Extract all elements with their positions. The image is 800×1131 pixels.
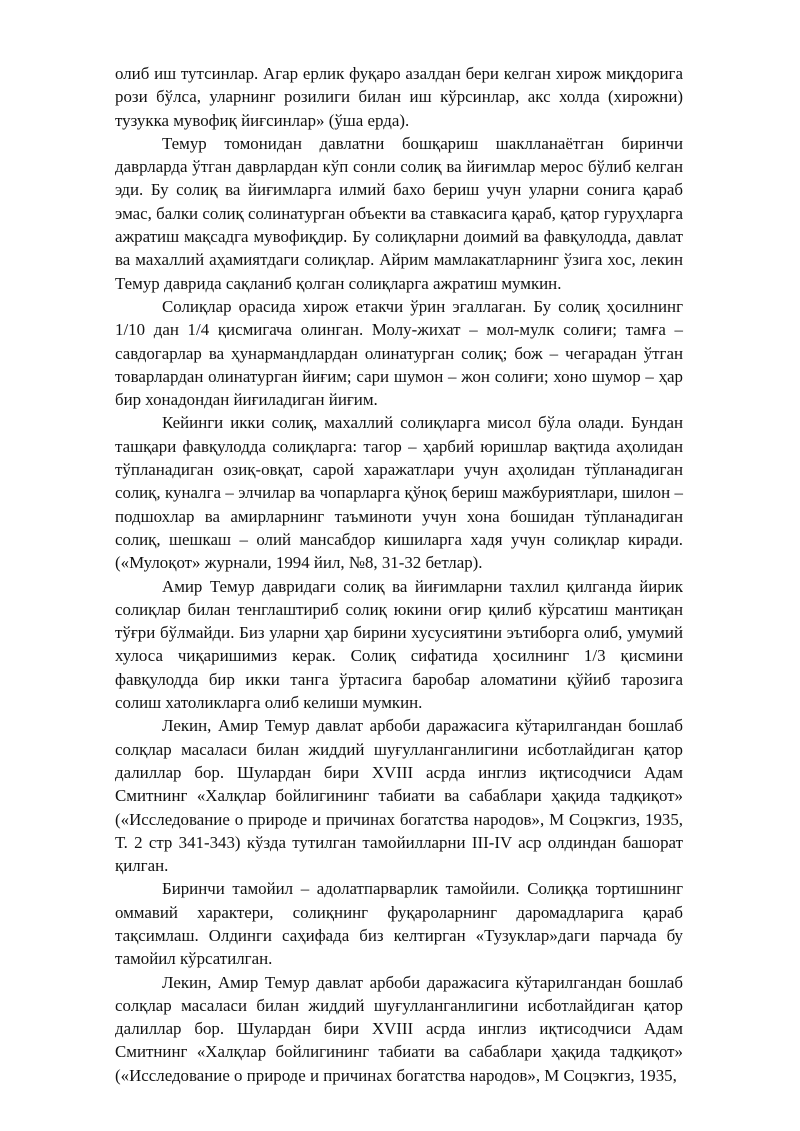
paragraph-4: Кейинги икки солиқ, махаллий солиқларга мисол бўла олади. Бундан ташқари фавқулодда солиқларга: тагор – ҳарбий юришлар вақтида аҳолидан тўпланадиган озиқ-овқат, сарой харажатлари учун аҳолидан тўпланадиган солиқ, куналга – элчилар ва чопарларга қўноқ бериш мажбуриятлари, шилон – подшохлар ва амирларнинг таъминоти учун хона бошидан тўпланадиган солиқ, шешкаш – олий мансабдор кишиларга хадя учун солиқлар киради. («Мулоқот» журнали, 1994 йил, №8, 31-32 бетлар).	[115, 413, 683, 573]
paragraph-8: Лекин, Амир Темур давлат арбоби даражасига кўтарилгандан бошлаб солқлар масаласи билан жиддий шуғулланганлигини исботлайдиган қатор далиллар бор. Шулардан бири XVIII асрда инглиз иқтисодчиси Адам Смитнинг «Халқлар бойлигининг табиати ва сабаблари ҳақида тадқиқот» («Исследование о природе и причинах богатства народов», М Соцэкгиз, 1935,	[115, 972, 683, 1085]
paragraph-7: Биринчи тамойил – адолатпарварлик тамойили. Солиққа тортишнинг оммавий характери, солиқнинг фуқароларнинг даромадларига қараб тақсимлаш. Олдинги саҳифада биз келтирган «Тузуклар»даги парчада бу тамойил кўрсатилган.	[115, 879, 683, 969]
document-page	[115, 62, 683, 1087]
paragraph-1: олиб иш тутсинлар. Агар ерлик фуқаро азалдан бери келган хирож миқдорига рози бўлса, уларнинг розилиги билан иш кўрсинлар, акс холда (хирожни) тузукка мувофиқ йиғсинлар» (ўша ерда).	[115, 64, 683, 130]
paragraph-6: Лекин, Амир Темур давлат арбоби даражасига кўтарилгандан бошлаб солқлар масаласи билан жиддий шуғулланганлигини исботлайдиган қатор далиллар бор. Шулардан бири XVIII асрда инглиз иқтисодчиси Адам Смитнинг «Халқлар бойлигининг табиати ва сабаблари ҳақида тадқиқот» («Исследование о природе и причинах богатства народов», М Соцэкгиз, 1935, Т. 2 стр 341-343) кўзда тутилган тамойилларни III-IV аср олдиндан башорат қилган.	[115, 716, 683, 876]
paragraph-5: Амир Темур давридаги солиқ ва йиғимларни тахлил қилганда йирик солиқлар билан тенглаштириб солиқ юкини оғир қилиб кўрсатиш мантиқан тўғри бўлмайди. Биз уларни ҳар бирини хусусиятини эътиборга олиб, умумий хулоса чиқаришимиз керак. Солиқ сифатида ҳосилнинг 1/3 қисмини фавқулодда бир икки танга ўртасига баробар аломатини қўйиб тарозига солиш хатоликларга олиб келиши мумкин.	[115, 576, 683, 713]
paragraph-3: Солиқлар орасида хирож етакчи ўрин эгаллаган. Бу солиқ ҳосилнинг 1/10 дан 1/4 қисмигача олинган. Молу-жихат – мол-мулк солиғи; тамға – савдогарлар ва ҳунармандлардан олинатурган солиқ; бож – чегарадан ўтган товарлардан олинатурган йиғим; сари шумон – жон солиғи; хоно шумор – ҳар бир хонадондан йиғиладиган йиғим.	[115, 296, 683, 410]
paragraph-2: Темур томонидан давлатни бошқариш шаклланаётган биринчи даврларда ўтган даврлардан кўп сонли солиқ ва йиғимлар мерос бўлиб келган эди. Бу солиқ ва йиғимларга илмий бахо бериш учун уларни сонига қараб эмас, балки солиқ солинатурган объекти ва ставкасига қараб, қатор гуруҳларга ажратиш мақсадга мувофиқдир. Бу солиқларни доимий ва фавқулодда, давлат ва махаллий аҳамиятдаги солиқлар. Айрим мамлакатларнинг ўзига хос, лекин Темур даврида сақланиб қолган солиқларга ажратиш мумкин.	[115, 133, 683, 293]
